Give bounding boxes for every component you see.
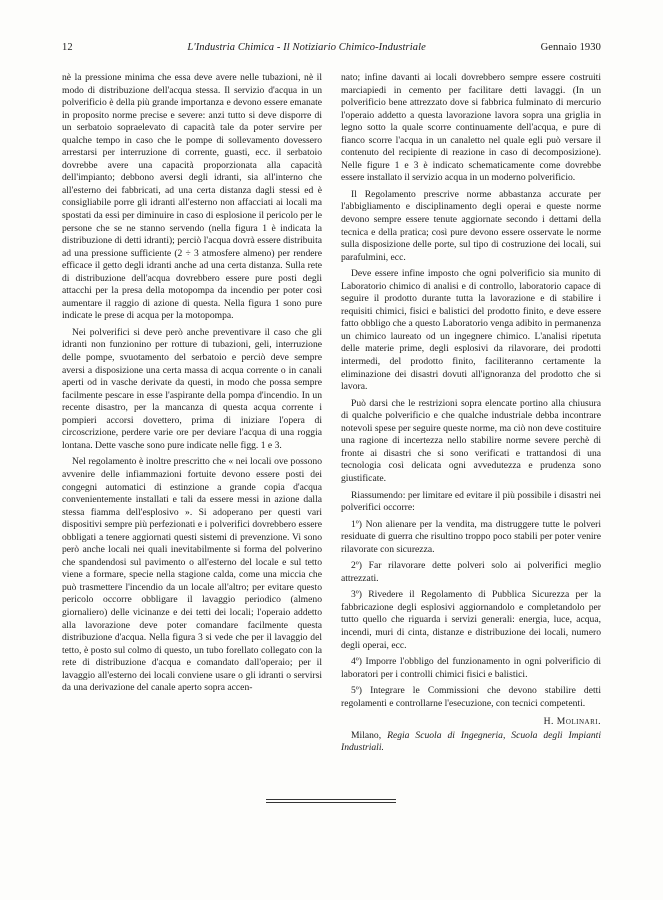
paragraph: nato; infine davanti ai locali dovrebbero sempre essere costruiti marciapiedi in cemento per facilitare detti lavaggi. (In un polverificio bene attrezzato dove si fabbrica fulminato di mercurio l'operaio addetto a questa lavorazione lavora sopra una griglia in legno sotto la quale scorre continuamente dell'acqua, e pure di fianco scorre l'acqua in un canaletto nel quale egli può versare il contenuto del recipiente di reazione in caso di decomposizione). Nelle figure 1 e 3 è indicato schematicamente come dovrebbe essere installato il servizio acqua in un moderno polverificio.: [341, 72, 601, 184]
list-item: 2º) Far rilavorare dette polveri solo ai polverifici meglio attrezzati.: [341, 560, 601, 584]
section-divider: [266, 799, 396, 800]
author-affiliation: [341, 730, 601, 755]
list-item: 1º) Non alienare per la vendita, ma distruggere tutte le polveri residuate di guerra che risultino troppo poco stabili per poter venire rilavorate con sicurezza.: [341, 518, 601, 555]
list-item: 5º) Integrare le Commissioni che devono stabilire detti regolamenti e controllarne l'esecuzione, con tecnici competenti.: [341, 685, 601, 709]
paragraph: Può darsi che le restrizioni sopra elencate portino alla chiusura di qualche polverificio e che qualche industriale debba incontrare notevoli spese per seguire queste norme, ma ciò non deve costituire una ragione di incertezza nello stabilire norme severe perchè di fronte ai disastri che si sono verificati e trattandosi di una tecnologia così delicata ogni avvedutezza e prudenza sono giustificate.: [341, 397, 601, 484]
paragraph: Deve essere infine imposto che ogni polverificio sia munito di Laboratorio chimico di analisi e di controllo, laboratorio capace di seguire il prodotto durante tutta la lavorazione e di stabilire i requisiti chimici, fisici e balistici del prodotto finito, e deve essere fatto obbligo che a questo Laboratorio venga adibito in permanenza un chimico laureato od un ingegnere chimico. L'analisi ripetuta delle materie prime, degli esplosivi da rilavorare, dei prodotti intermedi, del prodotto finito, faciliteranno certamente la eliminazione dei disastri dovuti all'ignoranza del prodotto che si lavora.: [341, 268, 601, 393]
paragraph: Nei polverifici si deve però anche preventivare il caso che gli idranti non funzionino per rotture di tubazioni, geli, interruzione delle pompe, svuotamento del serbatoio e perciò deve sempre aversi a disposizione una certa massa di acqua corrente o in canali aperti od in vasche derivate da questi, in modo che possa sempre facilmente pescare in esse l'aspirante della pompa d'incendio. In un recente disastro, per la mancanza di questa acqua corrente i pompieri accorsi dovettero, prima di iniziare l'opera di circoscrizione, perdere varie ore per deviare l'acqua di una roggia lontana. Dette vasche sono pure indicate nelle figg. 1 e 3.: [62, 326, 322, 451]
issue-date: Gennaio 1930: [540, 42, 601, 53]
section-divider: [266, 802, 396, 803]
paragraph: Il Regolamento prescrive norme abbastanza accurate per l'abbigliamento e disciplinamento degli operai e queste norme devono sempre essere tenute aggiornate secondo i dettami della tecnica e della pratica; così pure devono essere osservate le norme sulla disposizione delle porte, sul tipo di costruzione dei locali, sui parafulmini, ecc.: [341, 188, 601, 263]
affiliation-city: Milano,: [351, 729, 382, 741]
paragraph: Nel regolamento è inoltre prescritto che « nei locali ove possono avvenire delle infiammazioni fortuite devono essere posti dei congegni automatici di estinzione a grande copia d'acqua convenientemente installati e tali da essere messi in azione dalla stessa fiamma dell'esplosivo ». Si adoperano per questi vari dispositivi sempre più perfezionati e i polverifici dovrebbero essere obbligati a tenere aggiornati questi sistemi di prevenzione. Vi sono però anche locali nei quali inevitabilmente si forma del polverino che spandendosi sul pavimento o all'esterno del locale e sul tetto viene a formare, specie nella stagione calda, come una miccia che può trasmettere l'incendio da un locale all'altro; per evitare questo pericolo occorre obbligare il lavaggio periodico (almeno giornaliero) delle vicinanze e dei tetti dei locali; l'operaio addetto alla lavorazione deve poter comandare facilmente questa distribuzione d'acqua. Nella figura 3 si vede che per il lavaggio del tetto, è posto sul colmo di questo, un tubo forellato collegato con la rete di distribuzione d'acqua e comandato dall'operaio; per il lavaggio all'esterno dei locali conviene usare o gli idranti o servirsi da una derivazione del canale aperto sopra accen-: [62, 456, 322, 694]
paragraph: Riassumendo: per limitare ed evitare il più possibile i disastri nei polverifici occorre:: [341, 489, 601, 514]
author-signature: H. Molinari.: [543, 716, 601, 728]
journal-title: L'Industria Chimica - Il Notiziario Chimico-Industriale: [187, 42, 426, 53]
list-item: 3º) Rivedere il Regolamento di Pubblica Sicurezza per la fabbricazione degli esplosivi aggiornandolo e completandolo per tutto quello che riguarda i servizi generali: energia, luce, acqua, incendi, muri di cinta, distanze e distribuzione dei locali, numero degli operai, ecc.: [341, 589, 601, 651]
right-column: [341, 72, 601, 759]
page-number: 12: [62, 42, 73, 53]
paragraph: nè la pressione minima che essa deve avere nelle tubazioni, nè il modo di distribuzione dell'acqua stessa. Il servizio d'acqua in un polverificio è della più grande importanza e devono essere emanate in proposito norme precise e severe: anzi tutto si deve disporre di un serbatoio sopraelevato di capacità tale da poter servire per qualche tempo in caso che le pompe di sollevamento dovessero arrestarsi per interruzione di corrente, guasti, ecc. il serbatoio dovrebbe avere una capacità proporzionata alla capacità dell'impianto; debbono aversi degli idranti, sia all'interno che all'esterno dei fabbricati, ad una certa distanza dagli stessi ed è consigliabile porre gli idranti all'esterno non affacciati ai locali ma spostati da essi per diminuire in caso di esplosione il pericolo per le persone che se ne stanno servendo (nella figura 1 è indicata la distribuzione di detti idranti); perciò l'acqua dovrà essere distribuita ad una pressione sufficiente (2 ÷ 3 atmosfere almeno) per rendere efficace il getto degli idranti anche ad una certa distanza. Sulla rete di distribuzione dell'acqua dovrebbero essere pure posti degli attacchi per la presa della motopompa da incendio per poter così aumentare il raggio di azione di questa. Nella figura 1 sono pure indicate le prese di acqua per la motopompa.: [62, 72, 322, 322]
left-column: [62, 72, 322, 699]
affiliation-institution: Regia Scuola di Ingegneria, Scuola degli Impianti Industriali.: [341, 729, 601, 754]
running-header: [62, 42, 601, 53]
list-item: 4º) Imporre l'obbligo del funzionamento in ogni polverificio di laboratori per i controlli chimici fisici e balistici.: [341, 656, 601, 680]
